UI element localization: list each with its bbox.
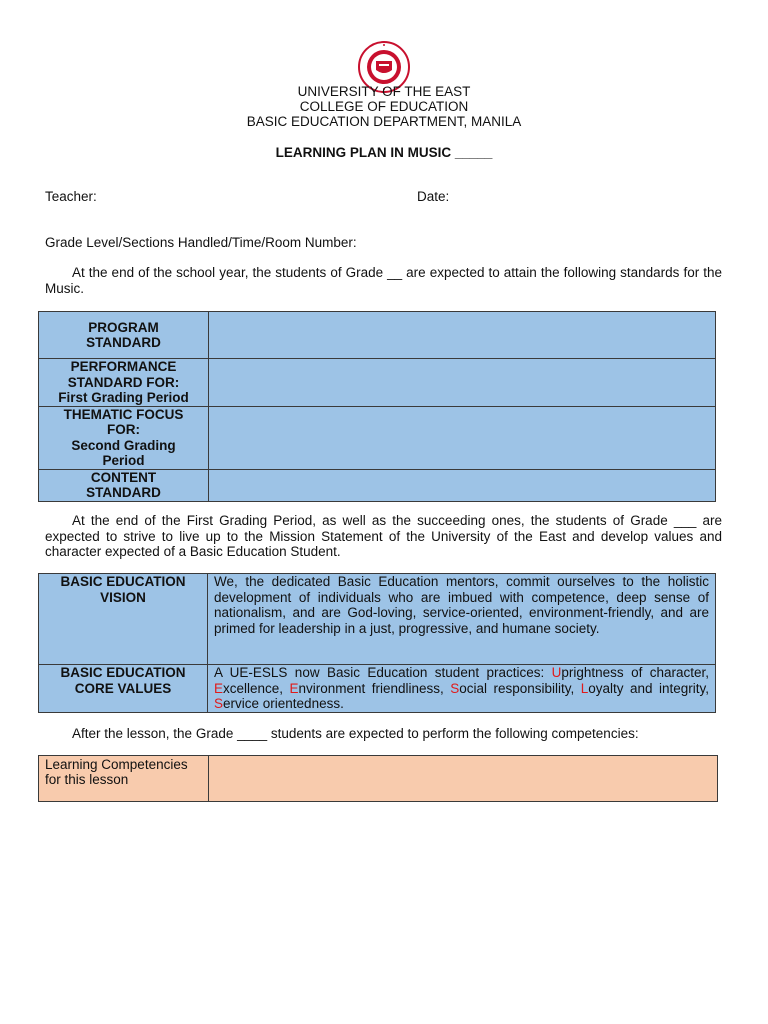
competencies-intro: After the lesson, the Grade ____ students are expected to perform the following competencies: — [72, 726, 639, 741]
standards-table — [38, 311, 716, 502]
college-name: COLLEGE OF EDUCATION — [299, 99, 469, 114]
core-values-label: BASIC EDUCATION CORE VALUES — [39, 665, 208, 713]
document-title: LEARNING PLAN IN MUSIC _____ — [275, 145, 493, 160]
core-values-row — [39, 665, 716, 713]
competencies-row — [39, 756, 718, 802]
vision-values-table — [38, 573, 716, 713]
vision-text: We, the dedicated Basic Education mentors, commit ourselves to the holistic development of individuals who are imbued with competence, deep sense of nationalism, and are God-loving, service-oriented, environment-friendly, and are primed for leadership in a just, progressive, and humane society. — [208, 574, 716, 665]
content-standard-row — [39, 469, 716, 501]
department-name: BASIC EDUCATION DEPARTMENT, MANILA — [246, 114, 522, 129]
competencies-value[interactable] — [209, 756, 718, 802]
vision-row — [39, 574, 716, 665]
mission-intro: At the end of the First Grading Period, as well as the succeeding ones, the students of Grade ___ are expected to strive to live up to the Mission Statement of the University of the East and develop values and character expected of a Basic Education Student. — [45, 513, 722, 559]
document-header — [0, 84, 768, 129]
thematic-focus-row — [39, 406, 716, 469]
thematic-focus-label: THEMATIC FOCUS FOR: Second Grading Period — [39, 406, 209, 469]
performance-standard-label: PERFORMANCE STANDARD FOR: First Grading Period — [39, 359, 209, 407]
core-values-text: A UE-ESLS now Basic Education student practices: Uprightness of character, Excellence, Environment friendliness, Social responsibility, Loyalty and integrity, Service orientedness. — [208, 665, 716, 713]
program-standard-label: PROGRAM STANDARD — [39, 312, 209, 359]
competencies-label: Learning Competencies for this lesson — [39, 756, 209, 802]
teacher-field: Teacher: — [45, 189, 97, 204]
content-standard-label: CONTENT STANDARD — [39, 469, 209, 501]
performance-standard-row — [39, 359, 716, 407]
date-field: Date: — [417, 189, 450, 204]
vision-label: BASIC EDUCATION VISION — [39, 574, 208, 665]
competencies-table — [38, 755, 718, 802]
university-name: UNIVERSITY OF THE EAST — [297, 84, 471, 99]
standards-intro: At the end of the school year, the students of Grade __ are expected to attain the following standards for the Music. — [45, 265, 722, 296]
performance-standard-value[interactable] — [209, 359, 716, 407]
grade-level-field: Grade Level/Sections Handled/Time/Room Number: — [45, 235, 357, 250]
program-standard-value[interactable] — [209, 312, 716, 359]
program-standard-row — [39, 312, 716, 359]
content-standard-value[interactable] — [209, 469, 716, 501]
thematic-focus-value[interactable] — [209, 406, 716, 469]
